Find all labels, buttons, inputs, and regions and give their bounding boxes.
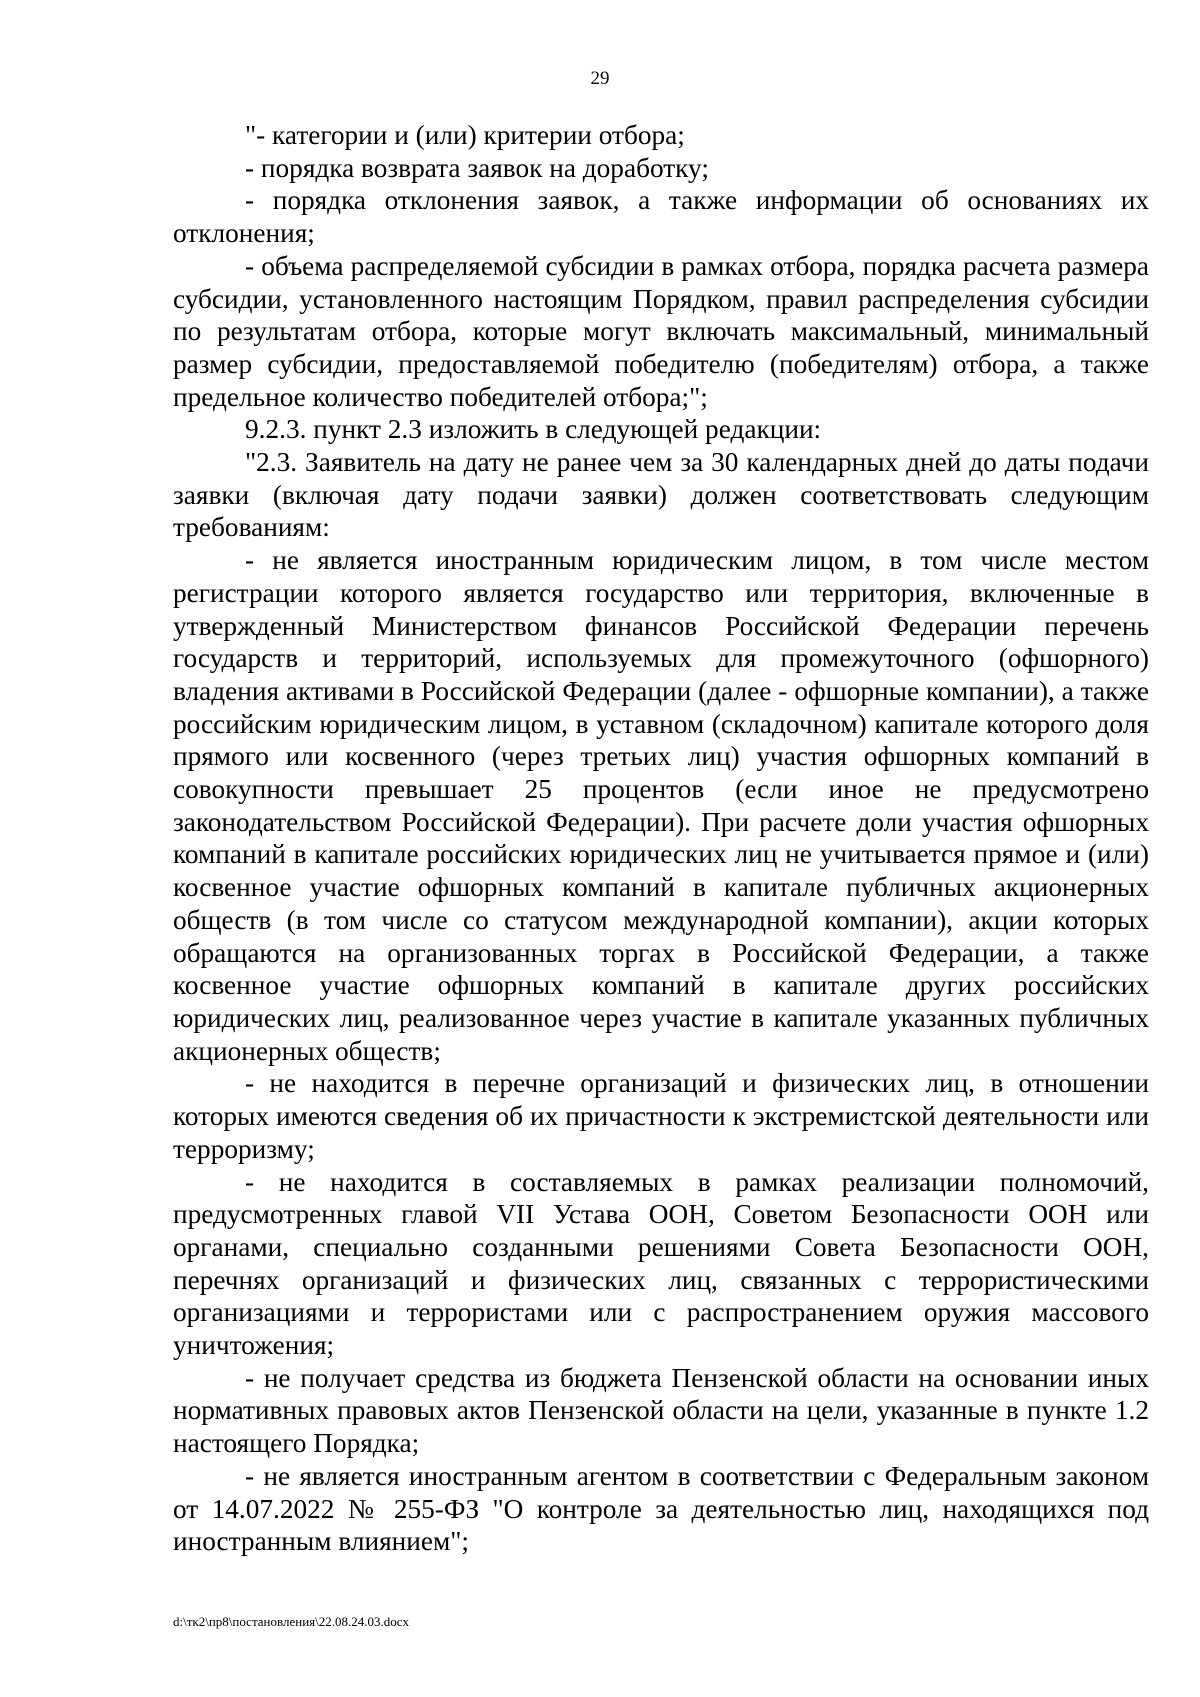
paragraph: - не находится в составляемых в рамках реализации полномочий, предусмотренных главой VII Устава ООН, Советом Безопасности ООН или органами, специально созданными решениями Совета Безопасности ООН, перечнях организаций и физических лиц, связанных с террористическими организациями и террористами или с распространением оружия массового уничтожения; — [173, 1166, 1149, 1361]
paragraph: - объема распределяемой субсидии в рамках отбора, порядка расчета размера субсидии, установленного настоящим Порядком, правил распределения субсидии по результатам отбора, которые могут включать максимальный, минимальный размер субсидии, предоставляемой победителю (победителям) отбора, а также предельное количество победителей отбора;"; — [173, 250, 1149, 412]
paragraph: - порядка отклонения заявок, а также информации об основаниях их отклонения; — [173, 185, 1149, 249]
paragraph: - не является иностранным юридическим лицом, в том числе местом регистрации которого является государство или территория, включенные в утвержденный Министерством финансов Российской Федерации перечень государств и территорий, используемых для промежуточного (офшорного) владения активами в Российской Федерации (далее - офшорные компании), а также российским юридическим лицом, в уставном (складочном) капитале которого доля прямого или косвенного (через третьих лиц) участия офшорных компаний в совокупности превышает 25 процентов (если иное не предусмотрено законодательством Российской Федерации). При расчете доли участия офшорных компаний в капитале российских юридических лиц не учитывается прямое и (или) косвенное участие офшорных компаний в капитале публичных акционерных обществ (в том числе со статусом международной компании), акции которых обращаются на организованных торгах в Российской Федерации, а также косвенное участие офшорных компаний в капитале других российских юридических лиц, реализованное через участие в капитале указанных публичных акционерных обществ; — [173, 545, 1149, 1066]
document-body — [173, 119, 1149, 1558]
paragraph: - не находится в перечне организаций и физических лиц, в отношении которых имеются сведения об их причастности к экстремистской деятельности или терроризму; — [173, 1068, 1149, 1164]
paragraph: "2.3. Заявитель на дату не ранее чем за 30 календарных дней до даты подачи заявки (включая дату подачи заявки) должен соответствовать следующим требованиям: — [173, 447, 1149, 543]
page-number: 29 — [590, 68, 610, 89]
paragraph: - порядка возврата заявок на доработку; — [245, 152, 709, 183]
paragraph: "- категории и (или) критерии отбора; — [245, 120, 685, 150]
paragraph: - не получает средства из бюджета Пензенской области на основании иных нормативных правовых актов Пензенской области на цели, указанные в пункте 1.2 настоящего Порядка; — [173, 1362, 1149, 1459]
paragraph: 9.2.3. пункт 2.3 изложить в следующей редакции: — [245, 414, 822, 445]
footer-file-path: d:\тк2\пр8\постановления\22.08.24.03.docx — [173, 1614, 410, 1629]
paragraph: - не является иностранным агентом в соответствии с Федеральным законом от 14.07.2022 № 255-ФЗ "О контроле за деятельностью лиц, находящихся под иностранным влиянием"; — [173, 1460, 1149, 1557]
